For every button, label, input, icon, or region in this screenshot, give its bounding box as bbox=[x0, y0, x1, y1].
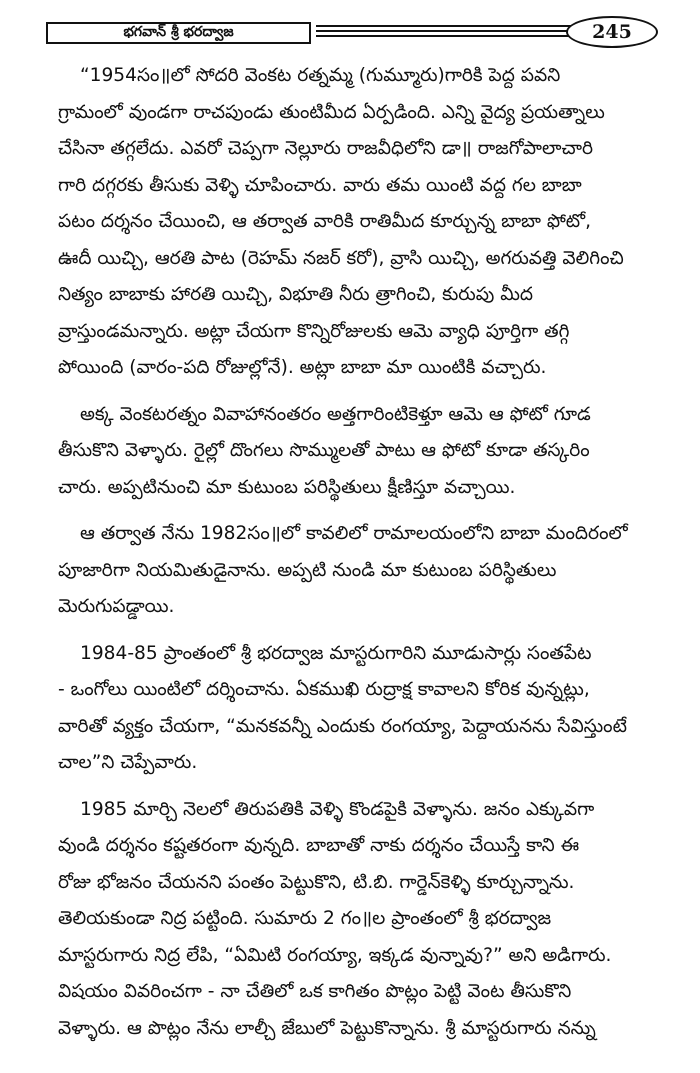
text-line: పటం దర్శనం చేయించి, ఆ తర్వాత వారికి రాతిమీద కూర్చున్న బాబా ఫోటో, bbox=[58, 211, 592, 232]
text-line: “1954సం॥లో సోదరి వెంకట రత్నమ్మ (గుమ్మూరు)గారికి పెద్ద పవని bbox=[80, 65, 561, 86]
text-line: మాస్టరుగారు నిద్ర లేపి, “ఏమిటి రంగయ్యా, ఇక్కడ వున్నావు?” అని అడిగారు. bbox=[58, 944, 612, 966]
text-line: పూజారిగా నియమితుడైనాను. అప్పటి నుండి మా కుటుంబ పరిస్థితులు bbox=[58, 559, 557, 581]
text-line: గ్రామంలో వుండగా రాచపుండు తుంటిమీద ఏర్పడింది. ఎన్ని వైద్య ప్రయత్నాలు bbox=[58, 101, 605, 123]
text-line: వ్రాస్తుండమన్నారు. అట్లా చేయగా కొన్నిరోజులకు ఆమె వ్యాధి పూర్తిగా తగ్గి bbox=[58, 320, 570, 342]
text-line: ఆ తర్వాత నేను 1982సం॥లో కావలిలో రామాలయంలోని బాబా మందిరంలో bbox=[80, 523, 628, 544]
text-line: - ఒంగోలు యింటిలో దర్శించాను. ఏకముఖి రుద్రాక్ష కావాలని కోరిక వున్నట్లు, bbox=[58, 679, 590, 700]
text-line: పోయింది (వారం-పది రోజుల్లోనే). అట్లా బాబా మా యింటికి వచ్చారు. bbox=[58, 357, 547, 378]
header-rule bbox=[316, 25, 606, 40]
text-line: ఊదీ యిచ్చి, ఆరతి పాట (రెహమ్ నజర్ కరో), వ్రాసి యిచ్చి, అగరువత్తి వెలిగించి bbox=[58, 247, 624, 269]
text-line: చారు. అప్పటినుంచి మా కుటుంబ పరిస్థితులు క్షీణిస్తూ వచ్చాయి. bbox=[58, 476, 516, 498]
text-line: రోజు భోజనం చేయనని పంతం పెట్టుకొని, టి.బి. గార్డెన్‌కెళ్ళి కూర్చున్నాను. bbox=[58, 871, 575, 893]
text-line: చాల”ని చెప్పేవారు. bbox=[58, 752, 198, 773]
paragraph bbox=[58, 516, 654, 626]
running-header bbox=[46, 22, 656, 48]
text-line: తీసుకొని వెళ్ళారు. రైల్లో దొంగలు సొమ్ములతో పాటు ఆ ఫోటో కూడా తస్కరిం bbox=[58, 440, 590, 461]
text-line: వారితో వ్యక్తం చేయగా, “మనకవన్నీ ఎందుకు రంగయ్యా, పెద్దాయనను సేవిస్తుంటే bbox=[58, 715, 627, 737]
text-line: 1984-85 ప్రాంతంలో శ్రీ భరద్వాజ మాస్టరుగారిని మూడుసార్లు సంతపేట bbox=[80, 642, 592, 664]
text-line: విషయం వివరించగా - నా చేతిలో ఒక కాగితం పొట్లం పెట్టి వెంట తీసుకొని bbox=[58, 981, 572, 1002]
text-line: నిత్యం బాబాకు హారతి యిచ్చి, విభూతి నీరు త్రాగించి, కురుపు మీద bbox=[58, 284, 534, 305]
paragraph bbox=[58, 58, 654, 387]
paragraph bbox=[58, 636, 654, 782]
text-line: వుండి దర్శనం కష్టతరంగా వున్నది. బాబాతో నాకు దర్శనం చేయిస్తే కాని ఈ bbox=[58, 835, 580, 856]
text-line: గారి దగ్గరకు తీసుకు వెళ్ళి చూపించారు. వారు తమ యింటి వద్ద గల బాబా bbox=[58, 174, 582, 196]
text-line: అక్క వెంకటరత్నం వివాహానంతరం అత్తగారింటికెళ్తూ ఆమె ఆ ఫోటో గూడ bbox=[80, 403, 591, 425]
paragraph bbox=[58, 397, 654, 507]
text-line: వెళ్ళారు. ఆ పొట్లం నేను లాల్చీ జేబులో పెట్టుకొన్నాను. శ్రీ మాస్టరుగారు నన్ను bbox=[58, 1017, 596, 1039]
text-line: 1985 మార్చి నెలలో తిరుపతికి వెళ్ళి కొండపైకి వెళ్ళాను. జనం ఎక్కువగా bbox=[80, 798, 595, 820]
book-title: భగవాన్ శ్రీ భరద్వాజ bbox=[46, 22, 311, 44]
page-number: 245 bbox=[566, 16, 658, 48]
text-line: చేసినా తగ్గలేదు. ఎవరో చెప్పగా నెల్లూరు రాజవీధిలోని డా॥ రాజగోపాలాచారి bbox=[58, 138, 593, 159]
body-text bbox=[58, 58, 654, 1057]
text-line: మెరుగుపడ్డాయి. bbox=[58, 596, 175, 617]
paragraph bbox=[58, 792, 654, 1048]
text-line: తెలియకుండా నిద్ర పట్టింది. సుమారు 2 గం॥ల ప్రాంతంలో శ్రీ భరద్వాజ bbox=[58, 908, 552, 929]
